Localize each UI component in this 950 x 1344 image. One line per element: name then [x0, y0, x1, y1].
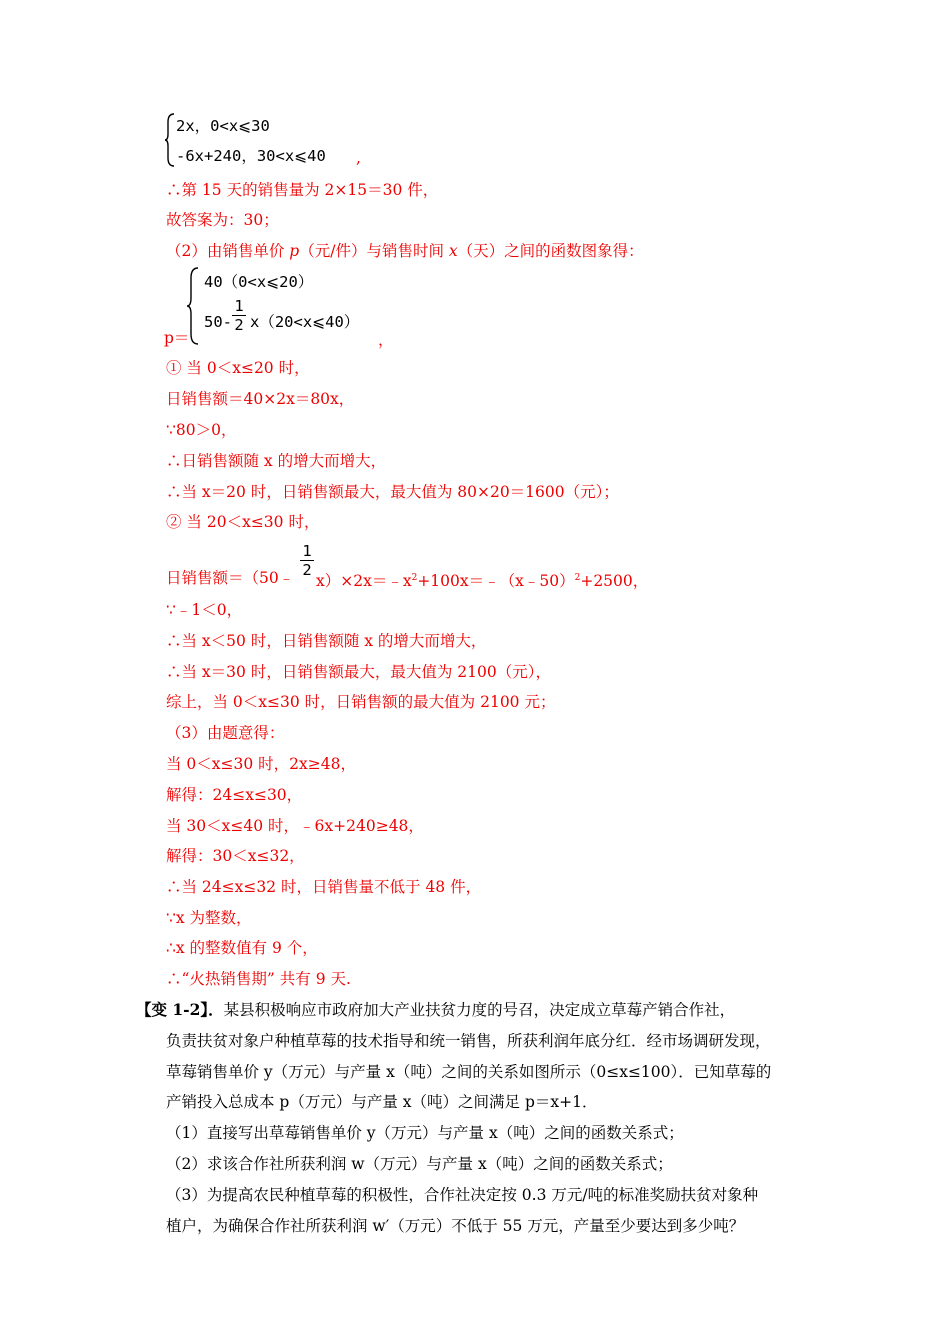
case-1: ① 当 0＜x≤20 时， [166, 359, 310, 377]
answer-line-15th-day: ∴第 15 天的销售量为 2×15＝30 件， [166, 181, 439, 199]
reason-positive: ∵80＞0， [166, 421, 237, 439]
question-1: （1）直接写出草莓销售单价 y（万元）与产量 x（吨）之间的函数关系式； [166, 1124, 684, 1142]
daily-sales-case1: 日销售额＝40×2x＝80x， [166, 390, 355, 408]
expr-c: +100x＝﹣（x﹣50） [417, 572, 575, 590]
daily-sales-case2-b [316, 568, 648, 591]
price-case-2-b: x（20<x⩽40） [250, 313, 360, 331]
integer-reason: ∵x 为整数， [166, 909, 252, 927]
fraction-half [300, 542, 314, 579]
fraction-numerator: 1 [234, 297, 244, 315]
final-answer: ∴“火热销售期” 共有 9 天. [166, 970, 351, 988]
part2-intro-pre: （2）由销售单价 [166, 242, 290, 260]
price-tail: ， [378, 331, 394, 349]
p-label: p＝ [164, 329, 190, 347]
fraction-half [232, 297, 246, 334]
sup-2: 2 [411, 573, 418, 583]
problem-text-2: 负责扶贫对象户种植草莓的技术指导和统一销售，所获利润年底分红．经市场调研发现， [166, 1032, 771, 1050]
var-p: p [289, 242, 300, 260]
sales-case-1: 2x，0<x⩽30 [176, 117, 270, 135]
expr-d: +2500， [580, 572, 649, 590]
reason-negative: ∵﹣1＜0， [166, 601, 243, 619]
increasing-case2: ∴当 x＜50 时，日销售额随 x 的增大而增大， [166, 632, 487, 650]
ineq-case1: 当 0＜x≤30 时，2x≥48， [166, 755, 356, 773]
expr-b: x）×2x＝﹣x [316, 572, 412, 590]
solve-case1: 解得：24≤x≤30， [166, 786, 303, 804]
part2-intro [166, 241, 644, 261]
daily-sales-case2-a: 日销售额＝（50﹣ [166, 569, 295, 587]
max-case1: ∴当 x＝20 时，日销售额最大，最大值为 80×20＝1600（元）； [166, 483, 619, 501]
question-2: （2）求该合作社所获利润 w（万元）与产量 x（吨）之间的函数关系式； [166, 1155, 673, 1173]
problem-text-4: 产销投入总成本 p（万元）与产量 x（吨）之间满足 p＝x+1． [166, 1093, 598, 1111]
range-result: ∴当 24≤x≤32 时，日销售量不低于 48 件， [166, 878, 482, 896]
problem-first-line [136, 1000, 735, 1020]
max-case2: ∴当 x＝30 时，日销售额最大，最大值为 2100（元）， [166, 663, 551, 681]
fraction-numerator: 1 [302, 542, 312, 560]
left-brace-icon [186, 266, 200, 346]
increasing-statement: ∴日销售额随 x 的增大而增大， [166, 452, 387, 470]
sales-case-2: -6x+240，30<x⩽40 [176, 147, 326, 165]
answer-part1: 故答案为：30； [166, 211, 279, 229]
sup-2b: 2 [574, 573, 581, 583]
part3-intro: （3）由题意得： [166, 724, 285, 742]
var-x: x [448, 242, 458, 260]
problem-text-1: 某县积极响应市政府加大产业扶贫力度的号召，决定成立草莓产销合作社， [223, 1001, 736, 1019]
part2-intro-post: （天）之间的函数图象得： [457, 242, 644, 260]
part2-intro-mid: （元/件）与销售时间 [299, 242, 449, 260]
ineq-case2: 当 30＜x≤40 时，﹣6x+240≥48， [166, 817, 424, 835]
problem-tag: 【变 1-2】． [136, 1000, 224, 1019]
left-brace-icon [164, 112, 176, 168]
fraction-denominator: 2 [300, 560, 314, 579]
price-case-1: 40（0<x⩽20） [204, 273, 314, 291]
problem-text-3: 草莓销售单价 y（万元）与产量 x（吨）之间的关系如图所示（0≤x≤100）．已知草莓的 [166, 1063, 772, 1081]
question-3-b: 植户，为确保合作社所获利润 w′（万元）不低于 55 万元，产量至少要达到多少吨？ [166, 1217, 745, 1235]
fraction-denominator: 2 [232, 315, 246, 334]
case-2: ② 当 20＜x≤30 时， [166, 513, 320, 531]
price-case-2-a: 50- [204, 313, 232, 331]
integer-count: ∴x 的整数值有 9 个， [166, 939, 318, 957]
question-3-a: （3）为提高农民种植草莓的积极性，合作社决定按 0.3 万元/吨的标准奖励扶贫对象种 [166, 1186, 759, 1204]
solve-case2: 解得：30＜x≤32， [166, 847, 305, 865]
sales-tail: , [356, 149, 361, 167]
conclusion-part2: 综上，当 0＜x≤30 时，日销售额的最大值为 2100 元； [166, 693, 556, 711]
